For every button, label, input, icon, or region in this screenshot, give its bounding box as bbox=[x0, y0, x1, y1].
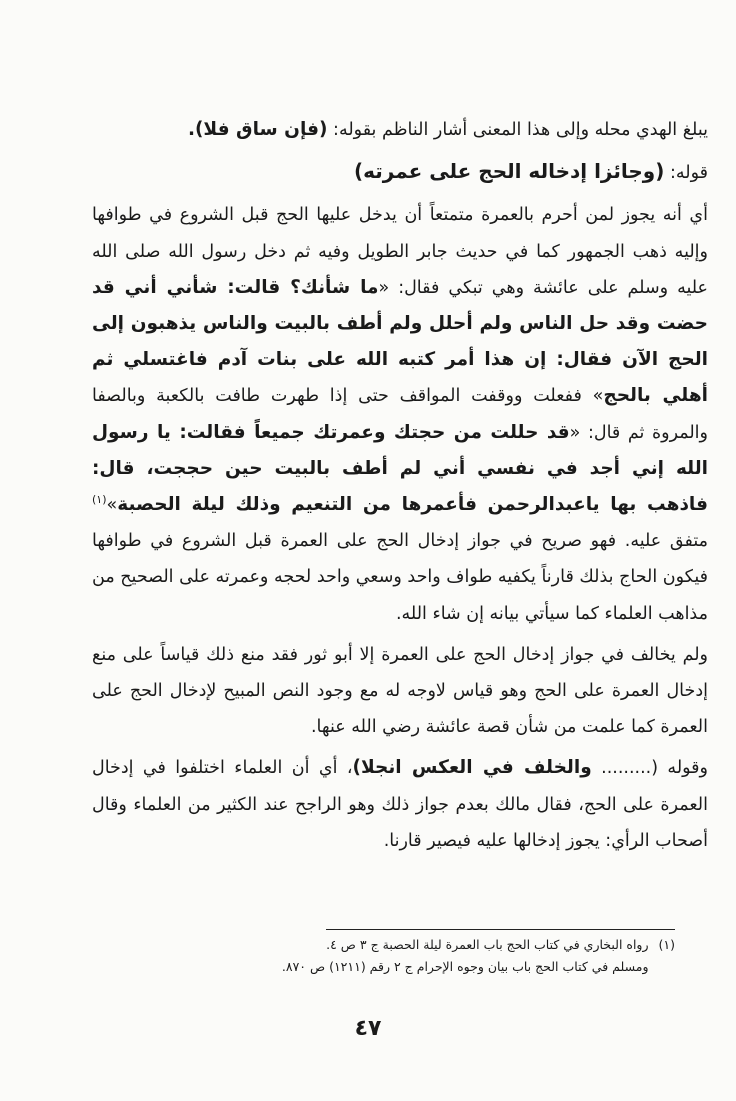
page-number: ٤٧ bbox=[354, 1016, 382, 1041]
footnote-item bbox=[150, 934, 675, 978]
main-text bbox=[92, 112, 708, 864]
paragraph-1: يبلغ الهدي محله وإلى هذا المعنى أشار الناظم بقوله: (فإن ساق فلا). bbox=[187, 119, 708, 140]
footnotes bbox=[150, 934, 675, 978]
footnote-line: ومسلم في كتاب الحج باب بيان وجوه الإحرام ج ٢ رقم (١٢١١) ص ٨٧٠. bbox=[281, 959, 649, 974]
footnote-number: (١) bbox=[658, 937, 675, 952]
footnote-divider bbox=[326, 929, 675, 930]
paragraph-5: وقوله (......... والخلف في العكس انجلا)، أي أن العلماء اختلفوا في إدخال العمرة على الحج، فقال مالك بعدم جواز ذلك وهو الراجح عند الكثير من العلماء وقال أصحاب الرأي: يجوز إدخالها عليه فيصير قارنا. bbox=[92, 757, 709, 851]
paragraph-4: ولم يخالف في جواز إدخال الحج على العمرة إلا أبو ثور فقد منع ذلك قياساً على منع إدخال العمرة على الحج وهو قياس لاوجه له مع وجود النص المبيح لإدخال الحج على العمرة كما علمت من شأن قصة عائشة رضي الله عنها. bbox=[92, 644, 708, 738]
paragraph-3: أي أنه يجوز لمن أحرم بالعمرة متمتعاً أن يدخل عليها الحج قبل الشروع في طوافها وإليه ذهب الجمهور كما في حديث جابر الطويل وفيه ثم دخل رسول الله صلى الله عليه وسلم على عائشة وهي تبكي فقال: «ما شأنك؟ قالت: شأني أني قد حضت وقد حل الناس ولم أحلل ولم أطف بالبيت والناس يذهبون إلى الحج الآن فقال: إن هذا أمر كتبه الله على بنات آدم فاغتسلي ثم أهلي بالحج» ففعلت ووقفت المواقف حتى إذا طهرت طافت بالكعبة وبالصفا والمروة ثم قال: «قد حللت من حجتك وعمرتك جميعاً فقالت: يا رسول الله إني أجد في نفسي أني لم أطف بالبيت حين حججت، قال: فاذهب بها ياعبدالرحمن فأعمرها من التنعيم وذلك ليلة الحصبة»$^{(١)}$ متفق عليه. فهو صريح في جواز إدخال الحج على العمرة قبل الشروع في طوافها فيكون الحاج بذلك قارناً يكفيه طواف واحد وسعي واحد لحجه وعمرته على الصحيح من مذاهب العلماء كما سيأتي بيانه إن شاء الله. bbox=[92, 205, 708, 624]
verse-quote: (فإن ساق فلا). bbox=[187, 119, 328, 140]
paragraph-2: قوله: (وجائزا إدخاله الحج على عمرته) bbox=[354, 159, 708, 184]
hadith-quote: ما شأنك؟ قالت: شأني أني قد حضت وقد حل الناس ولم أحلل ولم أطف بالبيت والناس يذهبون إلى الحج الآن فقال: إن هذا أمر كتبه الله على بنات آدم فاغتسلي ثم أهلي بالحج bbox=[92, 276, 708, 407]
footnote-ref[interactable]: (١) bbox=[92, 493, 107, 507]
hadith-quote: قد حللت من حجتك وعمرتك جميعاً فقالت: يا رسول الله إني أجد في نفسي أني لم أطف بالبيت حين حججت، قال: فاذهب بها ياعبدالرحمن فأعمرها من التنعيم وذلك ليلة الحصبة bbox=[92, 421, 708, 516]
verse-quote: (وجائزا إدخاله الحج على عمرته) bbox=[354, 159, 665, 184]
footnote-line: رواه البخاري في كتاب الحج باب العمرة ليلة الحصبة ج ٣ ص ٤. bbox=[326, 937, 649, 952]
verse-quote: والخلف في العكس انجلا) bbox=[352, 757, 592, 779]
